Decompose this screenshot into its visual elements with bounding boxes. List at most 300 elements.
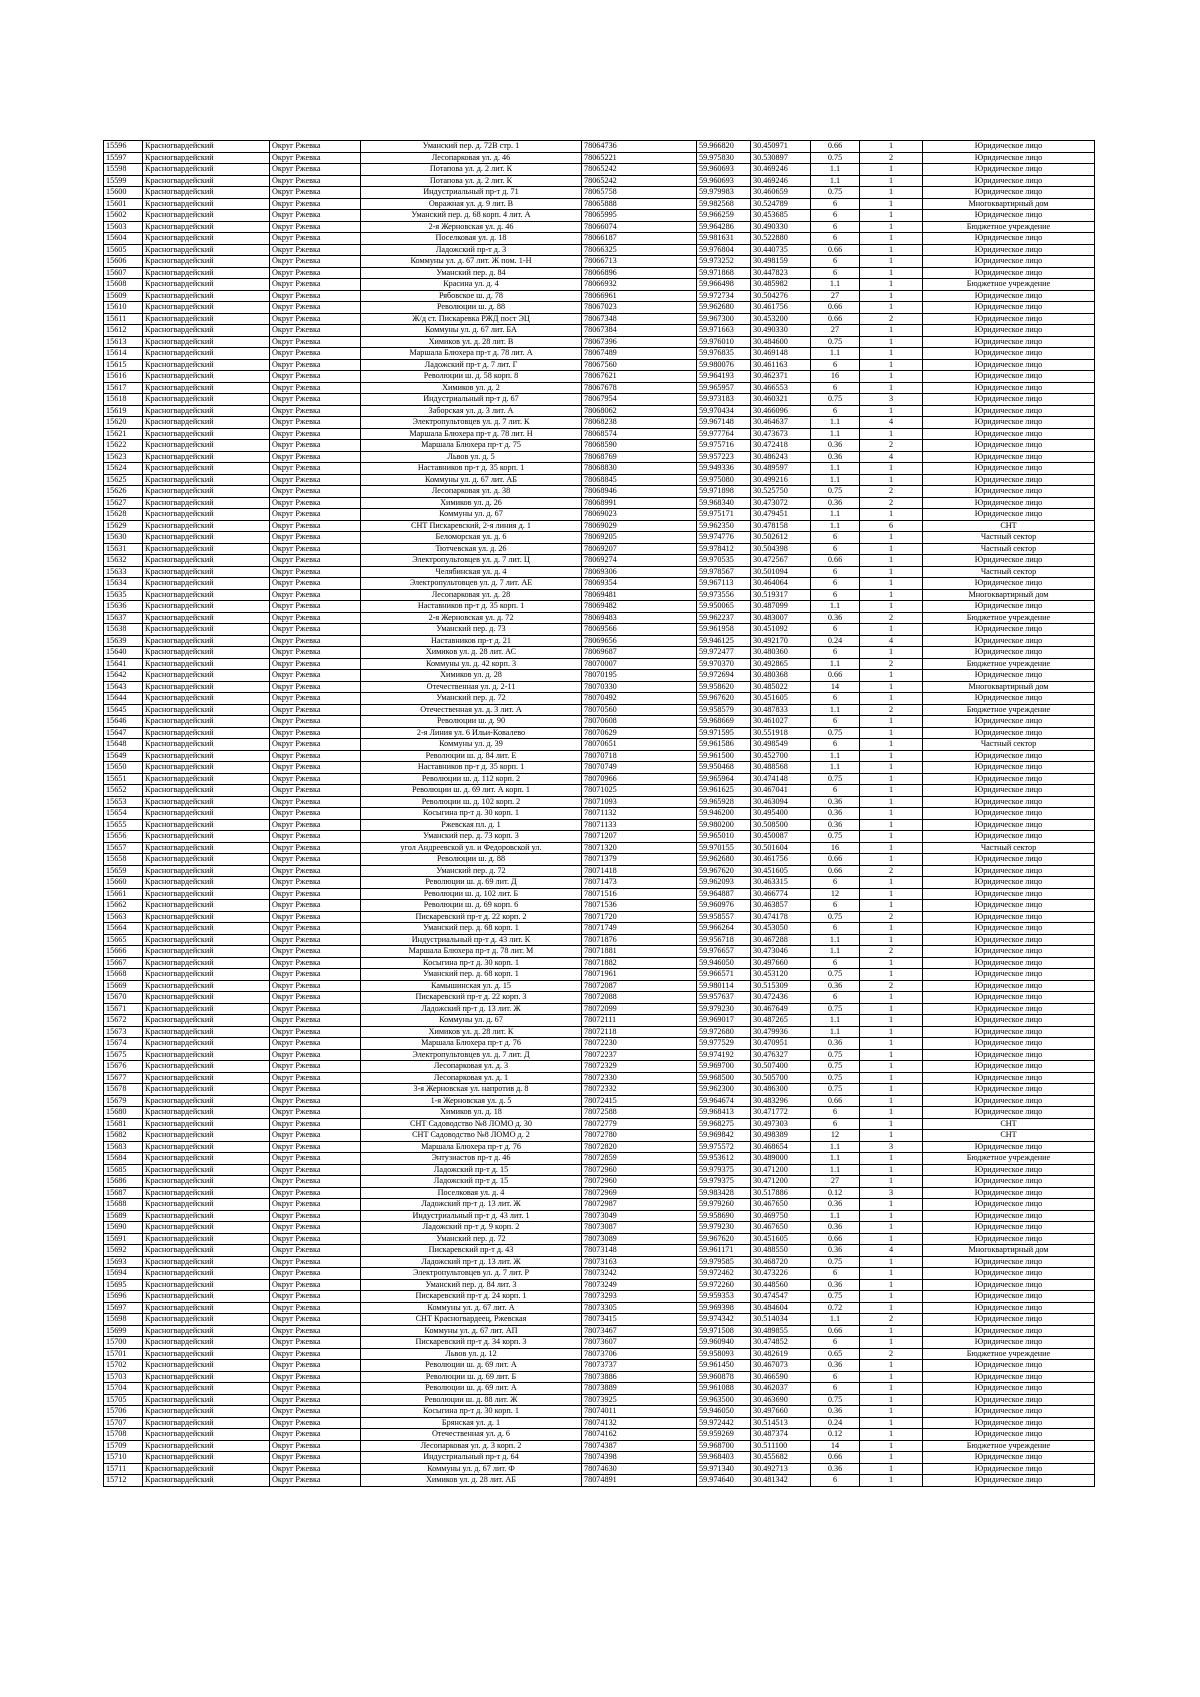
volume-cell: 1.1 xyxy=(811,175,860,187)
district-cell: Красногвардейский xyxy=(143,1199,270,1211)
address-cell: Пискаревский пр-т д. 22 корп. 3 xyxy=(361,992,582,1004)
code-cell: 78074387 xyxy=(582,1440,697,1452)
okrug-cell: Округ Ржевка xyxy=(270,842,361,854)
count-cell: 1 xyxy=(860,290,923,302)
district-cell: Красногвардейский xyxy=(143,946,270,958)
okrug-cell: Округ Ржевка xyxy=(270,497,361,509)
district-cell: Красногвардейский xyxy=(143,394,270,406)
district-cell: Красногвардейский xyxy=(143,888,270,900)
latitude-cell: 59.958620 xyxy=(697,681,751,693)
okrug-cell: Округ Ржевка xyxy=(270,1130,361,1142)
count-cell: 4 xyxy=(860,1245,923,1257)
owner-type-cell: Юридическое лицо xyxy=(923,1256,1095,1268)
table-row xyxy=(104,1141,1095,1153)
table-row xyxy=(104,612,1095,624)
owner-type-cell: Юридическое лицо xyxy=(923,1325,1095,1337)
okrug-cell: Округ Ржевка xyxy=(270,831,361,843)
latitude-cell: 59.971898 xyxy=(697,486,751,498)
latitude-cell: 59.968500 xyxy=(697,1072,751,1084)
latitude-cell: 59.967148 xyxy=(697,417,751,429)
volume-cell: 0.36 xyxy=(811,1463,860,1475)
table-row xyxy=(104,463,1095,475)
row-number-cell: 15707 xyxy=(104,1417,143,1429)
table-row xyxy=(104,336,1095,348)
volume-cell: 0.12 xyxy=(811,1187,860,1199)
volume-cell: 0.66 xyxy=(811,1095,860,1107)
count-cell: 1 xyxy=(860,141,923,153)
latitude-cell: 59.981631 xyxy=(697,233,751,245)
owner-type-cell: Юридическое лицо xyxy=(923,1141,1095,1153)
count-cell: 1 xyxy=(860,371,923,383)
longitude-cell: 30.524789 xyxy=(751,198,811,210)
latitude-cell: 59.949336 xyxy=(697,463,751,475)
volume-cell: 0.75 xyxy=(811,1394,860,1406)
district-cell: Красногвардейский xyxy=(143,831,270,843)
district-cell: Красногвардейский xyxy=(143,773,270,785)
table-row xyxy=(104,647,1095,659)
latitude-cell: 59.973183 xyxy=(697,394,751,406)
volume-cell: 14 xyxy=(811,681,860,693)
longitude-cell: 30.480368 xyxy=(751,670,811,682)
code-cell: 78066932 xyxy=(582,279,697,291)
code-cell: 78069207 xyxy=(582,543,697,555)
district-cell: Красногвардейский xyxy=(143,233,270,245)
code-cell: 78066074 xyxy=(582,221,697,233)
longitude-cell: 30.474148 xyxy=(751,773,811,785)
address-cell: Маршала Блюхера пр-т д. 75 xyxy=(361,440,582,452)
owner-type-cell: Юридическое лицо xyxy=(923,1187,1095,1199)
count-cell: 4 xyxy=(860,417,923,429)
longitude-cell: 30.453050 xyxy=(751,923,811,935)
latitude-cell: 59.979375 xyxy=(697,1176,751,1188)
table-row xyxy=(104,1360,1095,1372)
longitude-cell: 30.481342 xyxy=(751,1475,811,1487)
owner-type-cell: Юридическое лицо xyxy=(923,1038,1095,1050)
address-cell: Уманский пер. д. 73 корп. 3 xyxy=(361,831,582,843)
row-number-cell: 15614 xyxy=(104,348,143,360)
district-cell: Красногвардейский xyxy=(143,578,270,590)
row-number-cell: 15674 xyxy=(104,1038,143,1050)
owner-type-cell: Юридическое лицо xyxy=(923,1095,1095,1107)
code-cell: 78074398 xyxy=(582,1452,697,1464)
table-row xyxy=(104,727,1095,739)
volume-cell: 1.1 xyxy=(811,348,860,360)
count-cell: 1 xyxy=(860,1302,923,1314)
volume-cell: 6 xyxy=(811,210,860,222)
code-cell: 78074891 xyxy=(582,1475,697,1487)
volume-cell: 0.66 xyxy=(811,141,860,153)
address-cell: Лесопарковая ул. д. 28 xyxy=(361,589,582,601)
longitude-cell: 30.451605 xyxy=(751,865,811,877)
volume-cell: 6 xyxy=(811,233,860,245)
volume-cell: 0.36 xyxy=(811,808,860,820)
okrug-cell: Округ Ржевка xyxy=(270,704,361,716)
address-cell: Уманский пер. д. 68 корп. 1 xyxy=(361,969,582,981)
district-cell: Красногвардейский xyxy=(143,1463,270,1475)
address-cell: Индустриальный пр-т д. 71 xyxy=(361,187,582,199)
district-cell: Красногвардейский xyxy=(143,1095,270,1107)
address-cell: Потапова ул. д. 2 лит. К xyxy=(361,164,582,176)
longitude-cell: 30.504398 xyxy=(751,543,811,555)
address-cell: Ладожский пр-т д. 15 xyxy=(361,1176,582,1188)
count-cell: 1 xyxy=(860,1256,923,1268)
count-cell: 2 xyxy=(860,704,923,716)
longitude-cell: 30.474852 xyxy=(751,1337,811,1349)
longitude-cell: 30.482619 xyxy=(751,1348,811,1360)
district-cell: Красногвардейский xyxy=(143,612,270,624)
district-cell: Красногвардейский xyxy=(143,267,270,279)
latitude-cell: 59.974776 xyxy=(697,532,751,544)
address-cell: Химиков ул. д. 18 xyxy=(361,1107,582,1119)
row-number-cell: 15701 xyxy=(104,1348,143,1360)
address-cell: Заборская ул. д. 3 лит. А xyxy=(361,405,582,417)
volume-cell: 0.36 xyxy=(811,440,860,452)
latitude-cell: 59.965928 xyxy=(697,796,751,808)
owner-type-cell: Юридическое лицо xyxy=(923,417,1095,429)
longitude-cell: 30.479936 xyxy=(751,1026,811,1038)
row-number-cell: 15617 xyxy=(104,382,143,394)
count-cell: 1 xyxy=(860,693,923,705)
district-cell: Красногвардейский xyxy=(143,785,270,797)
code-cell: 78066896 xyxy=(582,267,697,279)
row-number-cell: 15660 xyxy=(104,877,143,889)
longitude-cell: 30.469148 xyxy=(751,348,811,360)
latitude-cell: 59.972462 xyxy=(697,1268,751,1280)
longitude-cell: 30.469246 xyxy=(751,175,811,187)
district-cell: Красногвардейский xyxy=(143,992,270,1004)
table-row xyxy=(104,405,1095,417)
district-cell: Красногвардейский xyxy=(143,256,270,268)
row-number-cell: 15697 xyxy=(104,1302,143,1314)
volume-cell: 0.75 xyxy=(811,1061,860,1073)
code-cell: 78069483 xyxy=(582,612,697,624)
owner-type-cell: Бюджетное учреждение xyxy=(923,1348,1095,1360)
latitude-cell: 59.969017 xyxy=(697,1015,751,1027)
owner-type-cell: Юридическое лицо xyxy=(923,1360,1095,1372)
owner-type-cell: Юридическое лицо xyxy=(923,210,1095,222)
owner-type-cell: Многоквартирный дом xyxy=(923,1245,1095,1257)
row-number-cell: 15624 xyxy=(104,463,143,475)
code-cell: 78072820 xyxy=(582,1141,697,1153)
row-number-cell: 15648 xyxy=(104,739,143,751)
address-cell: Львов ул. д. 12 xyxy=(361,1348,582,1360)
row-number-cell: 15657 xyxy=(104,842,143,854)
latitude-cell: 59.976804 xyxy=(697,244,751,256)
latitude-cell: 59.966264 xyxy=(697,923,751,935)
okrug-cell: Округ Ржевка xyxy=(270,233,361,245)
table-row xyxy=(104,359,1095,371)
latitude-cell: 59.971595 xyxy=(697,727,751,739)
row-number-cell: 15633 xyxy=(104,566,143,578)
district-cell: Красногвардейский xyxy=(143,1360,270,1372)
okrug-cell: Округ Ржевка xyxy=(270,877,361,889)
longitude-cell: 30.471200 xyxy=(751,1164,811,1176)
latitude-cell: 59.976010 xyxy=(697,336,751,348)
district-cell: Красногвардейский xyxy=(143,716,270,728)
count-cell: 1 xyxy=(860,1049,923,1061)
row-number-cell: 15619 xyxy=(104,405,143,417)
latitude-cell: 59.960940 xyxy=(697,1337,751,1349)
okrug-cell: Округ Ржевка xyxy=(270,1072,361,1084)
row-number-cell: 15712 xyxy=(104,1475,143,1487)
row-number-cell: 15654 xyxy=(104,808,143,820)
okrug-cell: Округ Ржевка xyxy=(270,382,361,394)
code-cell: 78071876 xyxy=(582,934,697,946)
owner-type-cell: Юридическое лицо xyxy=(923,578,1095,590)
district-cell: Красногвардейский xyxy=(143,1222,270,1234)
longitude-cell: 30.501094 xyxy=(751,566,811,578)
code-cell: 78072780 xyxy=(582,1130,697,1142)
table-row xyxy=(104,658,1095,670)
okrug-cell: Округ Ржевка xyxy=(270,336,361,348)
table-row xyxy=(104,934,1095,946)
okrug-cell: Округ Ржевка xyxy=(270,175,361,187)
volume-cell: 0.36 xyxy=(811,980,860,992)
volume-cell: 1.1 xyxy=(811,762,860,774)
longitude-cell: 30.530897 xyxy=(751,152,811,164)
count-cell: 2 xyxy=(860,612,923,624)
address-cell: Уманский пер. д. 84 xyxy=(361,267,582,279)
row-number-cell: 15596 xyxy=(104,141,143,153)
address-cell: Коммуны ул. д. 67 лит. БА xyxy=(361,325,582,337)
row-number-cell: 15639 xyxy=(104,635,143,647)
owner-type-cell: Юридическое лицо xyxy=(923,1475,1095,1487)
volume-cell: 6 xyxy=(811,785,860,797)
district-cell: Красногвардейский xyxy=(143,1268,270,1280)
address-cell: Лесопарковая ул. д. 1 xyxy=(361,1072,582,1084)
count-cell: 1 xyxy=(860,842,923,854)
district-cell: Красногвардейский xyxy=(143,1107,270,1119)
row-number-cell: 15601 xyxy=(104,198,143,210)
okrug-cell: Округ Ржевка xyxy=(270,313,361,325)
code-cell: 78073087 xyxy=(582,1222,697,1234)
okrug-cell: Округ Ржевка xyxy=(270,290,361,302)
table-row xyxy=(104,900,1095,912)
count-cell: 1 xyxy=(860,566,923,578)
row-number-cell: 15698 xyxy=(104,1314,143,1326)
owner-type-cell: Юридическое лицо xyxy=(923,302,1095,314)
owner-type-cell: Юридическое лицо xyxy=(923,313,1095,325)
address-cell: Коммуны ул. д. 67 лит. Ф xyxy=(361,1463,582,1475)
address-cell: Львов ул. д. 5 xyxy=(361,451,582,463)
code-cell: 78073415 xyxy=(582,1314,697,1326)
okrug-cell: Округ Ржевка xyxy=(270,359,361,371)
address-cell: Отечественная ул. д. 3 лит. А xyxy=(361,704,582,716)
table-row xyxy=(104,1049,1095,1061)
table-row xyxy=(104,267,1095,279)
okrug-cell: Округ Ржевка xyxy=(270,1440,361,1452)
code-cell: 78068238 xyxy=(582,417,697,429)
district-cell: Красногвардейский xyxy=(143,1003,270,1015)
address-cell: Пискаревский пр-т д. 22 корп. 2 xyxy=(361,911,582,923)
latitude-cell: 59.972694 xyxy=(697,670,751,682)
longitude-cell: 30.464064 xyxy=(751,578,811,590)
count-cell: 1 xyxy=(860,773,923,785)
count-cell: 1 xyxy=(860,1360,923,1372)
count-cell: 1 xyxy=(860,187,923,199)
address-cell: Маршала Блюхера пр-т д. 76 xyxy=(361,1038,582,1050)
volume-cell: 6 xyxy=(811,1118,860,1130)
address-cell: 2-я Линия ул. 6 Ильи-Ковалево xyxy=(361,727,582,739)
district-cell: Красногвардейский xyxy=(143,624,270,636)
district-cell: Красногвардейский xyxy=(143,601,270,613)
owner-type-cell: Юридическое лицо xyxy=(923,819,1095,831)
latitude-cell: 59.959269 xyxy=(697,1429,751,1441)
table-row xyxy=(104,693,1095,705)
latitude-cell: 59.965964 xyxy=(697,773,751,785)
address-cell: Поселковая ул. д. 4 xyxy=(361,1187,582,1199)
table-row xyxy=(104,152,1095,164)
count-cell: 1 xyxy=(860,934,923,946)
okrug-cell: Округ Ржевка xyxy=(270,934,361,946)
latitude-cell: 59.979983 xyxy=(697,187,751,199)
latitude-cell: 59.969398 xyxy=(697,1302,751,1314)
row-number-cell: 15650 xyxy=(104,762,143,774)
table-row xyxy=(104,313,1095,325)
count-cell: 1 xyxy=(860,1233,923,1245)
address-cell: Уманский пер. д. 72 xyxy=(361,693,582,705)
row-number-cell: 15683 xyxy=(104,1141,143,1153)
code-cell: 78071418 xyxy=(582,865,697,877)
count-cell: 4 xyxy=(860,635,923,647)
longitude-cell: 30.489855 xyxy=(751,1325,811,1337)
row-number-cell: 15668 xyxy=(104,969,143,981)
volume-cell: 0.75 xyxy=(811,1291,860,1303)
okrug-cell: Округ Ржевка xyxy=(270,1153,361,1165)
okrug-cell: Округ Ржевка xyxy=(270,578,361,590)
table-row xyxy=(104,888,1095,900)
volume-cell: 6 xyxy=(811,256,860,268)
volume-cell: 1.1 xyxy=(811,1141,860,1153)
district-cell: Красногвардейский xyxy=(143,359,270,371)
longitude-cell: 30.447823 xyxy=(751,267,811,279)
volume-cell: 0.36 xyxy=(811,1199,860,1211)
count-cell: 1 xyxy=(860,957,923,969)
owner-type-cell: Юридическое лицо xyxy=(923,164,1095,176)
district-cell: Красногвардейский xyxy=(143,1371,270,1383)
owner-type-cell: Юридическое лицо xyxy=(923,957,1095,969)
longitude-cell: 30.483296 xyxy=(751,1095,811,1107)
owner-type-cell: Юридическое лицо xyxy=(923,1383,1095,1395)
table-row xyxy=(104,980,1095,992)
latitude-cell: 59.967300 xyxy=(697,313,751,325)
owner-type-cell: Юридическое лицо xyxy=(923,187,1095,199)
longitude-cell: 30.472436 xyxy=(751,992,811,1004)
code-cell: 78069482 xyxy=(582,601,697,613)
volume-cell: 0.75 xyxy=(811,486,860,498)
code-cell: 78067396 xyxy=(582,336,697,348)
district-cell: Красногвардейский xyxy=(143,1026,270,1038)
table-row xyxy=(104,532,1095,544)
row-number-cell: 15653 xyxy=(104,796,143,808)
latitude-cell: 59.967620 xyxy=(697,693,751,705)
table-row xyxy=(104,773,1095,785)
okrug-cell: Округ Ржевка xyxy=(270,980,361,992)
owner-type-cell: Бюджетное учреждение xyxy=(923,612,1095,624)
volume-cell: 1.1 xyxy=(811,463,860,475)
volume-cell: 12 xyxy=(811,1130,860,1142)
okrug-cell: Округ Ржевка xyxy=(270,739,361,751)
okrug-cell: Округ Ржевка xyxy=(270,440,361,452)
owner-type-cell: Юридическое лицо xyxy=(923,900,1095,912)
table-row xyxy=(104,716,1095,728)
latitude-cell: 59.966820 xyxy=(697,141,751,153)
count-cell: 2 xyxy=(860,980,923,992)
row-number-cell: 15673 xyxy=(104,1026,143,1038)
okrug-cell: Округ Ржевка xyxy=(270,1325,361,1337)
okrug-cell: Округ Ржевка xyxy=(270,1038,361,1050)
owner-type-cell: Юридическое лицо xyxy=(923,1164,1095,1176)
table-row xyxy=(104,394,1095,406)
latitude-cell: 59.946050 xyxy=(697,957,751,969)
count-cell: 6 xyxy=(860,520,923,532)
address-cell: Красина ул. д. 4 xyxy=(361,279,582,291)
address-cell: 3-я Жерновская ул. напротив д. 8 xyxy=(361,1084,582,1096)
code-cell: 78067023 xyxy=(582,302,697,314)
count-cell: 1 xyxy=(860,348,923,360)
volume-cell: 6 xyxy=(811,624,860,636)
volume-cell: 6 xyxy=(811,382,860,394)
longitude-cell: 30.467073 xyxy=(751,1360,811,1372)
volume-cell: 6 xyxy=(811,405,860,417)
latitude-cell: 59.978567 xyxy=(697,566,751,578)
longitude-cell: 30.453685 xyxy=(751,210,811,222)
address-cell: Электропультовцев ул. д. 7 лит. К xyxy=(361,417,582,429)
table-row xyxy=(104,969,1095,981)
longitude-cell: 30.490330 xyxy=(751,221,811,233)
latitude-cell: 59.969842 xyxy=(697,1130,751,1142)
table-row xyxy=(104,371,1095,383)
code-cell: 78072329 xyxy=(582,1061,697,1073)
count-cell: 1 xyxy=(860,210,923,222)
longitude-cell: 30.461027 xyxy=(751,716,811,728)
count-cell: 1 xyxy=(860,1268,923,1280)
row-number-cell: 15621 xyxy=(104,428,143,440)
district-cell: Красногвардейский xyxy=(143,210,270,222)
latitude-cell: 59.958557 xyxy=(697,911,751,923)
count-cell: 1 xyxy=(860,1003,923,1015)
volume-cell: 1.1 xyxy=(811,520,860,532)
address-cell: Камышинская ул. д. 15 xyxy=(361,980,582,992)
address-cell: Уманский пер. д. 72В стр. 1 xyxy=(361,141,582,153)
okrug-cell: Округ Ржевка xyxy=(270,1233,361,1245)
table-row xyxy=(104,739,1095,751)
latitude-cell: 59.962680 xyxy=(697,302,751,314)
address-cell: Поселковая ул. д. 18 xyxy=(361,233,582,245)
latitude-cell: 59.973252 xyxy=(697,256,751,268)
owner-type-cell: Юридическое лицо xyxy=(923,1003,1095,1015)
address-cell: Коммуны ул. д. 42 корп. 3 xyxy=(361,658,582,670)
longitude-cell: 30.468654 xyxy=(751,1141,811,1153)
owner-type-cell: Юридическое лицо xyxy=(923,1337,1095,1349)
row-number-cell: 15702 xyxy=(104,1360,143,1372)
longitude-cell: 30.485022 xyxy=(751,681,811,693)
owner-type-cell: Юридическое лицо xyxy=(923,727,1095,739)
count-cell: 1 xyxy=(860,969,923,981)
address-cell: Пискаревский пр-т д. 34 корп. 3 xyxy=(361,1337,582,1349)
volume-cell: 1.1 xyxy=(811,279,860,291)
okrug-cell: Округ Ржевка xyxy=(270,566,361,578)
district-cell: Красногвардейский xyxy=(143,1337,270,1349)
district-cell: Красногвардейский xyxy=(143,1383,270,1395)
count-cell: 1 xyxy=(860,474,923,486)
code-cell: 78072987 xyxy=(582,1199,697,1211)
okrug-cell: Округ Ржевка xyxy=(270,187,361,199)
address-cell: Революции ш. д. 102 корп. 2 xyxy=(361,796,582,808)
address-cell: 2-я Жерновская ул. д. 46 xyxy=(361,221,582,233)
owner-type-cell: Юридическое лицо xyxy=(923,1233,1095,1245)
volume-cell: 0.75 xyxy=(811,394,860,406)
